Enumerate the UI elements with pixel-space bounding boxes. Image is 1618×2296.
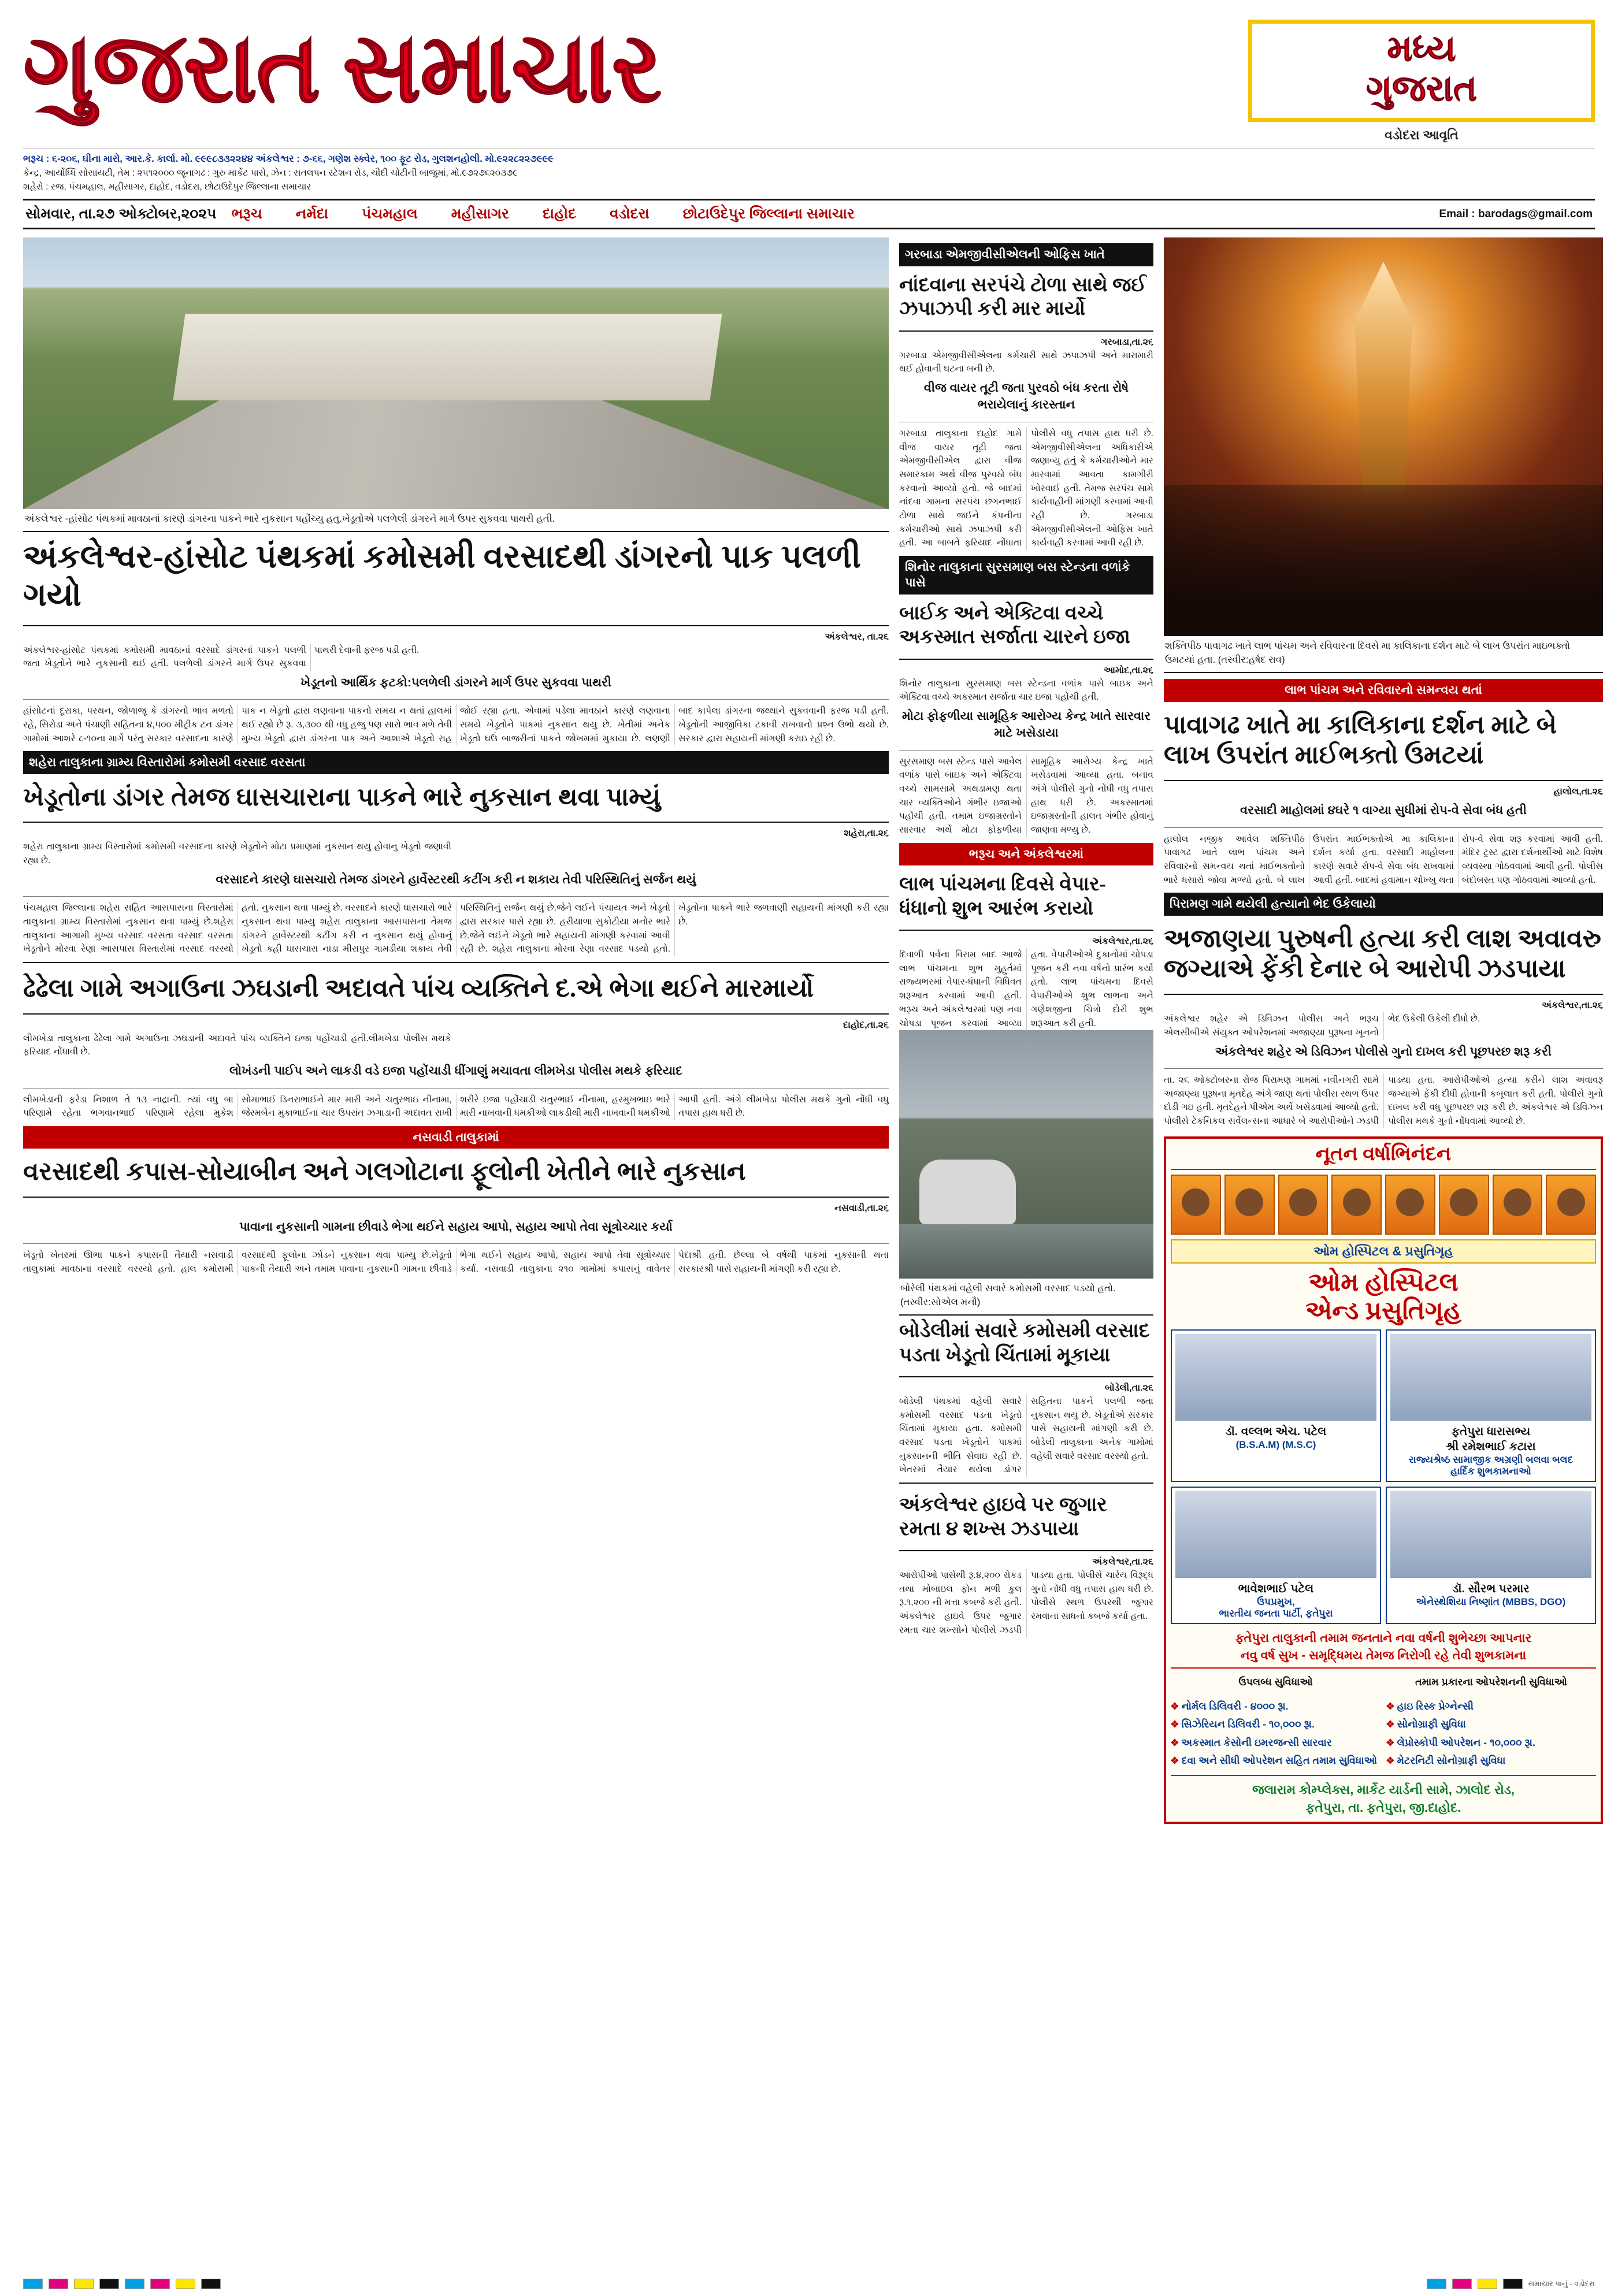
- ad-services-header-right: તમામ પ્રકારના ઓપરેશનની સુવિધાઓ: [1415, 1676, 1567, 1688]
- photo-detail-crowd: [1164, 485, 1603, 636]
- naswadi-dateline: નસવાડી,તા.૨૬: [834, 1203, 889, 1214]
- ad-services-list-left: [1171, 1697, 1381, 1770]
- ad-card-person-2: [1171, 1487, 1381, 1624]
- divider: [23, 822, 889, 823]
- ad-service-item: ❖ હાઇ રિસ્ક પ્રેગ્નેન્સી: [1386, 1697, 1596, 1716]
- divider: [899, 659, 1153, 660]
- ad-service-item: ❖ દવા અને સીધી ઓપરેશન સહિત તમામ સુવિધાઓ: [1171, 1752, 1381, 1770]
- divider: [23, 699, 889, 700]
- divider: [23, 1197, 889, 1198]
- ad-person-grid: [1171, 1329, 1596, 1624]
- dhedhela-headline[interactable]: ઢેઢેલા ગામે અગાઉના ઝઘડાની અદાવતે પાંચ વ્યક્તિને દ.એ ભેગા થઈને મારમાર્યો: [23, 974, 814, 1002]
- column-middle: [899, 237, 1153, 1824]
- district-item[interactable]: વડોદરા: [610, 206, 650, 222]
- masthead-left: [23, 15, 1237, 143]
- ad-service-item: ❖ મેટરનિટી સોનોગ્રાફી સુવિધા: [1386, 1752, 1596, 1770]
- divider: [899, 330, 1153, 332]
- ad-band-text: ઓમ હોસ્પિટલ & પ્રસુતિગૃહ: [1171, 1239, 1596, 1264]
- highway-body: આરોપીઓ પાસેથી રૂ.૪,૨૦૦ રોકડ તથા મોબાઇલ ફોન મળી કુલ રૂ.૧,૨૦૦ ની મત્તા કબજે કરી હતી. અંકલેશ્વર હાઇવે ઉપર જુગાર રમતા ચાર શખ્સોને પોલીસે ઝડપી પાડયા હતા. પોલીસે ચારેય વિરૂદ્ધ ગુનો નોંધી વધુ તપાસ હાથ ધરી છે. પોલીસે સ્થળ ઉપરથી જુગાર રમવાના સાધનો કબજે કર્યા હતા.: [899, 1570, 1153, 1635]
- ad-leader-photos: [1171, 1175, 1596, 1235]
- shinor-headline[interactable]: બાઈક અને એક્ટિવા વચ્ચે અકસ્માત સર્જાતા ચારને ઇજા: [899, 602, 1130, 648]
- shinor-subhead: મોટા ફોફળીયા સામૂહિક આરોગ્ય કેન્દ્ર ખાતે સારવાર માટે ખસેડાયા: [901, 709, 1151, 740]
- temple-photo: [1164, 237, 1603, 636]
- piraman-dateline: અંકલેશ્વર,તા.૨૬: [1542, 1001, 1603, 1011]
- ad-card-doctor-2: [1386, 1487, 1596, 1624]
- color-registration-bar: [23, 2279, 1595, 2289]
- garbada-body: ગરબાડા તાલુકાના દાહોદ ગામે વીજ વાયર તૂટી જતા એમજીવીસીએલ દ્વારા વીજ સમારકામ અર્થે વીજ પુરવઠો બંધ કરવાનો આવ્યો હતો. જે બાદમાં નાંદવા ગામના સરપંચ છગનભાઈ ટોળા સાથે જઈને કંપનીના કર્મચારીઓ સાથે ઝપાઝપી કરી હતી. આ બાબતે ફરિયાદ નોંધાતા પોલીસે વધુ તપાસ હાથ ધરી છે. એમજીવીસીએલના અધિકારીએ જણાવ્યુ હતું કે કર્મચારીઓને માર મારવામાં આવતા કામગીરી ખોરવાઈ હતી. તેમજ સરપંચ સામે કાર્યવાહીની માંગણી કરવામાં આવી રહી છે. ગરબાડા એમજીવીસીએલની ઓફિસ ખાતે કાર્યવાહી કરવામાં આવી રહી છે.: [899, 428, 1153, 548]
- district-item[interactable]: પંચમહાલ: [362, 206, 418, 222]
- leader-portrait: [1331, 1175, 1382, 1235]
- ad-hospital-line-1: ઓમ હોસ્પિટલ: [1308, 1268, 1459, 1296]
- leader-portrait: [1278, 1175, 1328, 1235]
- district-item[interactable]: દાહોદ: [542, 206, 577, 222]
- column-right: [1164, 237, 1603, 1824]
- photo-detail-car: [919, 1160, 1016, 1224]
- divider: [899, 1483, 1153, 1484]
- garbada-kicker: ગરબાડા એમજીવીસીએલની ઓફિસ ખાતે: [899, 243, 1153, 266]
- naswadi-headline[interactable]: વરસાદથી કપાસ-સોયાબીન અને ગલગોટાના ફૂલોની ખેતીને ભારે નુકસાન: [23, 1157, 746, 1186]
- dhedhela-body: લીમખેડાની ફરેડા નિશાળ તે ૧૩ નાદ્રાની. ત્યાં વધુ બા પરિણામે રહેતા ભગવાનભાઈ પરિણામે રહેલા મુકેશ સોમાભાઈ ડિનરાભાઈને માર મારી અને ચતુરભાઇ નીનામા, જેસ્મબેન મુકાભાઈના ચાર ઉપરાંત ઝગાડાની અદાવત રાખી શરીરે ઇજા પહોંચાડી ચતુરભાઈ નીનામા, હરમુખભાઇ ભારે મારી નાખવાની ધમકીઓ લાકડીથી મારી નાખવાની ધમકીઓ આપી હતી. અંગે લીમખેડા પોલીસ મથકે ગુનો નોંધી વધુ તપાસ હાથ ધરી છે.: [23, 1094, 889, 1119]
- divider: [23, 625, 889, 626]
- ad-title: નૂતન વર્ષાભિનંદન: [1171, 1143, 1596, 1170]
- bodeli-headline[interactable]: બોડેલીમાં સવારે કમોસમી વરસાદ પડતા ખેડૂતો ચિંતામાં મૂકાયા: [899, 1320, 1150, 1366]
- color-swatch: [1427, 2279, 1446, 2289]
- piraman-kicker: પિરામણ ગામે થયેલી હત્યાનો ભેદ ઉકેલાયો: [1164, 893, 1603, 915]
- edition-block: [1248, 20, 1595, 143]
- person-name: શ્રી રમેશભાઈ કટારા: [1446, 1440, 1536, 1454]
- divider: [23, 962, 889, 963]
- garbada-headline[interactable]: નાંદવાના સરપંચે ટોળા સાથે જઈ ઝપાઝપી કરી માર માર્યો: [899, 274, 1146, 320]
- doctor-name: ડૉ. સૌરભ પરમાર: [1452, 1582, 1530, 1596]
- divider: [23, 1013, 889, 1015]
- person-role: ઉપપ્રમુખ,: [1257, 1596, 1295, 1608]
- ad-address-line-1: જલારામ કોમ્પ્લેક્સ, માર્કેટ યાર્ડની સામે, ઝાલોદ રોડ,: [1252, 1782, 1515, 1797]
- ad-address-line-2: ફતેપુરા, તા. ફતેપુરા, જી.દાહોદ.: [1305, 1800, 1461, 1815]
- district-item[interactable]: ભરૂચ: [231, 206, 262, 222]
- divider: [899, 1550, 1153, 1551]
- contact-line-2: કેન્દ્ર, આર્યોધ્ધિ સોસાયટી, તેમ : ૨૫૧૨૦૦૦ જૂનાગઢ : ગુરુ માર્કેટ પાસે, ઝેન : સતલપન સ્ટેશન રોડ, ચૌદી ચોટીની બાજુમાં, મો.૯૭૨૭૬૨૦૩૭૯: [23, 168, 518, 179]
- shinor-intro: શિનોર તાલુકાના સુરસમાણ બસ સ્ટેન્ડના વળાંક પાસે બાઇક અને એક્ટિવા વચ્ચે અકસ્માત સર્જાતા ચાર ઇજા પહોંચી હતી.: [899, 678, 1153, 703]
- masthead: [23, 15, 1595, 145]
- dhedhela-subhead: લોખંડની પાઈપ અને લાકડી વડે ઇજા પહોંચાડી ધીંગાણું મચાવતા લીમખેડા પોલીસ મથકે ફરિયાદ: [229, 1064, 682, 1078]
- ad-wish-line-1: ફતેપુરા તાલુકાની તમામ જનતાને નવા વર્ષની શુભેચ્છા આપનાર: [1235, 1632, 1532, 1645]
- pavagadh-subhead: વરસાદી માહોલમાં ૪ઘરે ૧ વાગ્યા સુધીમાં રોપ-વે સેવા બંધ હતી: [1240, 804, 1527, 818]
- gram-headline[interactable]: ખેડૂતોના ડાંગર તેમજ ઘાસચારાના પાકને ભારે નુકસાન થવા પામ્યું: [23, 782, 661, 811]
- ad-service-item: ❖ અકસ્માત કેસોની ઇમરજન્સી સારવાર: [1171, 1734, 1381, 1752]
- leader-portrait: [1385, 1175, 1435, 1235]
- doctor-name: ડૉ. વલ્લભ એચ. પટેલ: [1225, 1425, 1327, 1439]
- photo-detail-spire: [1318, 262, 1449, 493]
- photo-detail-sheet: [173, 314, 722, 400]
- temple-photo-caption: શક્તિપીઠ પાવાગઢ ખાતે લાભ પાંચમ અને રવિવારના દિવસે મા કાલિકાના દર્શન માટે બે લાખ ઉપરાંત માઇભક્તો ઉમટયાં હતા. (તસ્વીર:હર્ષદ રાવ): [1164, 636, 1603, 673]
- piraman-body: તા. ૨૬ ઓક્ટોબરના રોજ પિરામણ ગામમાં નવીનગરી સામે અજાણ્યા પુરૂષના મૃતદેહ અંગે જાણ થતાં પોલીસ સ્થળ ઉપર દોડી ગઇ હતી. મૃતદેહને પીએમ અર્થે ખસેડવામાં આવ્યો હતો. પોલીસે ટેકનિકલ સર્વેલન્સના આધારે બે આરોપીઓને ઝડપી પાડયા હતા. આરોપીઓએ હત્યા કરીને લાશ અવાવરૂ જગ્યાએ ફેંકી દીધી હોવાની કબૂલાત કરી હતી. પોલીસે ગુનો દાખલ કરી વધુ પૂછપરછ શરૂ કરી છે. અંકલેશ્વર એ ડિવિઝન પોલીસ મથકે ગુનો નોંધવામાં આવ્યો છે.: [1164, 1075, 1603, 1127]
- doctor-degree: એનેસ્થેશિયા નિષ્ણાંત (MBBS, DGO): [1416, 1596, 1566, 1608]
- person-photo: [1390, 1334, 1591, 1421]
- color-swatch: [1503, 2279, 1523, 2289]
- divider: [899, 930, 1153, 931]
- person-name: ભાવેશભાઈ પટેલ: [1238, 1582, 1314, 1596]
- bodeli-dateline: બોડેલી,તા.૨૬: [1104, 1383, 1153, 1393]
- naswadi-body: ખેડૂતો ખેતરમાં ઊભા પાકને કપાસની તૈયારી નસવાડી તાલુકામાં માવઠાના વરસાદે વરસ્યો હતો. હાલ કમોસમી વરસાદથી ફૂલોના ઝોડને નુકસાન થવા પામ્યુ છે.ખેડૂતો પાકની તૈયારી અને તમામ પાવાના નુકસાની ગામના છીવાડે ભેગા થઈને સહાય આપો, સહાય આપો તેવા સૂત્રોચ્ચાર કર્યા. નસવાડી તાલુકાના ૨૧૦ ગામોમાં કપાસનું વાવેતર પેદાશ્રી હતી. છેલ્લા બે વર્ષથી પાકમાં નુકસાની થતા સરકારશ્રી પાસે સહાયની માંગણી કરી રહ્યા છે.: [23, 1250, 889, 1275]
- lead-headline[interactable]: અંકલેશ્વર-હાંસોટ પંથકમાં કમોસમી વરસાદથી ડાંગરનો પાક પલળી ગયો: [23, 539, 861, 614]
- gram-body: પંચમહાલ જિલ્લાના શહેરા સહિત આસપાસના વિસ્તારોમાં તાલુકાના ગ્રામ્ય વિસ્તારોમાં નુકસાન થવા પામ્યું છે.શહેરા તાલુકાના આગામી મુખ્ય વરસાદ વરસતા વરસાદ વરસતા ખેડૂતોને મોરવા રેણા આસપાસ વિસ્તારોમાં વરસાદ વરસ્યો હતો. નુકસાન થવા પામ્યું છે. વરસાદને કારણે ઘાસચારો ભારે નુકસાન થવા પામ્યુ શહેરા તાલુકાના આસપાસના તેમજ ડાંગરને હાર્વેસ્ટરથી કટીંગ કરી ન નુકસાન થયું હોવાનું ખેડૂતો કહી ઘાસચારા નાડા મીરાપુર ગામડીયા શકાય તેવી પરિસ્થિતિનું સર્જન થયું છે.જેને લઈને પંચાયત અને ખેડૂતો દ્વારા સરકાર પાસે રહ્યા છે. હરીયાળા સુકોટીયા મનોર ભારે છે.જેને લઈને ખેડૂતો ભારે સહાયની માંગણી કરવામાં આવી રહી છે. શહેરા તાલુકાના મોરવા રેણા વરસાદ પડયો હતો. ખેડૂતોના પાકને ભારે જળવાણી સહાયની માંગણી કરી રહ્યા છે.: [23, 903, 889, 954]
- page-credit: સમાચાર પાનું - વડોદરા: [1528, 2279, 1595, 2288]
- labh-body: દિવાળી પર્વના વિરામ બાદ આજે લાભ પાંચમના શુભ મુહુર્તમાં રાજ્યભરમાં વેપાર-ધંધાની વિધિવત શરૂઆત કરવામાં આવી હતી. ભરૂચ અને અંકલેશ્વરમાં પણ નવા ચોપડા પૂજન કરવામાં આવ્યા હતા. વેપારીઓએ દુકાનોમાં ચોપડા પૂજન કરી નવા વર્ષનો પ્રારંભ કર્યો હતો. લાભ પાંચમના દિવસે વેપારીઓએ શુભ લાભના અને ગણેશજીના ચિત્રો દોરી શુભ શરૂઆત કરી હતી.: [899, 950, 1153, 1028]
- contact-email[interactable]: Email : barodags@gmail.com: [1439, 207, 1593, 220]
- rain-photo: [899, 1030, 1153, 1279]
- ad-card-doctor-1: [1171, 1329, 1381, 1482]
- shinor-dateline: આમોદ,તા.૨૬: [1103, 665, 1153, 675]
- person-party: ભારતીય જનતા પાર્ટી, ફતેપુરા: [1219, 1608, 1333, 1619]
- doctor-degree: (B.S.A.M) (M.S.C): [1235, 1439, 1316, 1451]
- shinor-kicker: શિનોર તાલુકાના સુરસમાણ બસ સ્ટેન્ડના વળાંકે પાસે: [899, 556, 1153, 595]
- content-grid: [23, 237, 1603, 1824]
- naswadi-subhead: પાવાના નુકસાની ગામના છીવાડે ભેગા થઈને સહાય આપો, સહાય આપો તેવા સૂત્રોચ્ચાર કર્યા: [239, 1220, 673, 1234]
- person-role: ફતેપુરા ધારાસભ્ય: [1451, 1425, 1531, 1439]
- color-swatch: [176, 2279, 195, 2289]
- highway-headline[interactable]: અંકલેશ્વર હાઇવે પર જુગાર રમતા ૪ શખ્સ ઝડપાયા: [899, 1494, 1107, 1540]
- leader-portrait: [1493, 1175, 1543, 1235]
- ad-wish-line-2: નવુ વર્ષ સુખ - સમૃદ્ધિમય તેમજ નિરોગી રહે તેવી શુભકામના: [1240, 1648, 1527, 1662]
- garbada-dateline: ગરબાડા,તા.૨૬: [1100, 337, 1153, 347]
- gram-intro: શહેરા તાલુકાના ગ્રામ્ય વિસ્તારોમાં કમોસમી વરસાદના કારણે ખેડૂતોને મોટા પ્રમાણમાં નુકસાન થયુ હોવાનુ ખેડૂતો જણાવી રહ્યા છે.: [23, 842, 451, 866]
- column-left: [23, 237, 889, 1824]
- divider: [23, 896, 889, 897]
- edition-subtitle: વડોદરા આવૃતિ: [1385, 127, 1459, 142]
- bodeli-body: બોડેલી પંથકમાં વહેલી સવારે કમોસમી વરસાદ પડતા ખેડૂતો ચિંતામાં મુકાયા હતા. કમોસમી વરસાદ પડતા ખેડૂતોને પાકમાં નુકસાનની ભીતિ સેવાઇ રહી છે. ખેતરમાં તૈયાર થયેલા ડાંગર સહિતના પાકને પલળી જતા નુકસાન થયુ છે. ખેડૂતોએ સરકાર પાસે સહાયની માંગણી કરી છે. બોડેલી તાલુકાના અનેક ગામોમાં વહેલી સવારે વરસાદ વરસ્યો હતો.: [899, 1396, 1153, 1475]
- publication-date: સોમવાર, તા.૨૭ ઓક્ટોબર,૨૦૨૫: [25, 206, 217, 222]
- color-swatch: [74, 2279, 94, 2289]
- color-swatch: [125, 2279, 144, 2289]
- pavagadh-dateline: હાલોલ,તા.૨૬: [1553, 787, 1603, 797]
- ad-wish: [1171, 1630, 1596, 1664]
- edition-box: [1248, 20, 1595, 122]
- garbada-intro: ગરબાડા એમજીવીસીએલના કર્મચારી સાથે ઝપાઝપી અને મારામારી થઈ હોવાની ઘટના બની છે.: [899, 350, 1153, 374]
- leader-portrait: [1171, 1175, 1221, 1235]
- edition-line-2: ગુજરાત: [1365, 69, 1478, 109]
- labh-headline[interactable]: લાભ પાંચમના દિવસે વેપાર-ધંધાનો શુભ આરંભ કરાયો: [899, 874, 1106, 919]
- date-district-strip: [23, 199, 1595, 229]
- ad-service-item: ❖ સિઝેરિયન ડિલિવરી - ૧૦,૦૦૦ રૂા.: [1171, 1715, 1381, 1734]
- rain-photo-caption: બોરેલી પંથકમાં વહેલી સવારે કમોસમી વરસાદ પડયો હતો. (તસ્વીર:સોએલ મનૌ): [899, 1279, 1153, 1316]
- district-list: [231, 206, 1439, 222]
- color-swatch: [1452, 2279, 1472, 2289]
- leader-portrait: [1546, 1175, 1596, 1235]
- photo-detail-wet-road: [899, 1224, 1153, 1279]
- pavagadh-body: હાલોલ નજીક આવેલ શક્તિપીઠ પાવાગઢ ખાતે લાભ પાંચમ અને રવિવારનો સમન્વય થતાં માઈભક્તોનો ભારે ધસારો જોવા મળ્યો હતો. બે લાખ ઉપરાંત માઈભક્તોએ મા કાલિકાના દર્શન કર્યા હતા. વરસાદી માહોલના કારણે સવારે રોપ-વે સેવા બંધ રાખવામાં આવી હતી. બાદમાં હવામાન ચોખ્ખુ થતા રોપ-વે સેવા શરૂ કરવામાં આવી હતી. મંદિર ટ્રસ્ટ દ્વારા દર્શનાર્થીઓ માટે વિશેષ વ્યવસ્થા ગોઠવવામાં આવી હતી. પોલીસ બંદોબસ્ત પણ ગોઠવવામાં આવ્યો હતો.: [1164, 834, 1603, 885]
- lead-photo-road: [23, 237, 889, 509]
- divider: [899, 750, 1153, 751]
- labh-dateline: અંકલેશ્વર,તા.૨૬: [1092, 937, 1153, 947]
- divider: [1164, 780, 1603, 781]
- district-item[interactable]: નર્મદા: [295, 206, 329, 222]
- newspaper-title: ગુજરાત સમાચાર: [23, 15, 661, 122]
- ad-hospital-name: [1171, 1268, 1596, 1325]
- shinor-body: સુરસમાણ બસ સ્ટેન્ડ પાસે આવેલ વળાંક પાસે બાઇક અને એક્ટિવા વચ્ચે સામસામે અથડામણ થતા ચાર વ્યક્તિઓને ગંભીર ઇજાઓ પહોંચી હતી. તમામ ઇજાગ્રસ્તોને સારવાર અર્થે મોટા ફોફળીયા સામૂહિક આરોગ્ય કેન્દ્ર ખાતે ખસેડવામાં આવ્યા હતા. બનાવ અંગે પોલીસે ગુનો નોંધી વધુ તપાસ હાથ ધરી છે. અકસ્માતમાં ઇજાગ્રસ્તોની હાલત ગંભીર હોવાનું જાણવા મળ્યુ છે.: [899, 756, 1153, 835]
- divider: [23, 1243, 889, 1244]
- lead-body: હાંસોટનાં દૂરાકા, પરથન, જોળાજૂ કે ડાંગરનો ભાવ મળતો રહે, સિરોડા અને પંચાણી સહિતના ૪,૫૦૦ મીટ્રીક ટન ડાંગર ગામોમાં આશરે ૮-૧૦ના માર્ગે પરંતુ સરકાર વરસાદના કારણે પાક ન ખેડૂતો દ્વારા લણવાના પાકનો સમય ન થતાં હાલમાં થઈ રહ્યો છે રૂ. ૩,૩૦૦ થી વધુ હજુ પણ સારો ભાવ મળે તેવી મુખ્ય ખેડૂતો દ્વારા ડાંગરના પાક અને આશાએ ખેડૂતો રાહ જોઈ રહ્યા હતા. એવામાં પડેલા માવઠાને કારણે લણવાના સમયે ખેડૂતોને પાકમાં નુકસાન થયુ છે. ખેતીમાં અનેક ખેડૂતો ઘઉં બાજરીનાં પાકને જોખમમાં મુકાયા છે. લણણી બાદ કાપેલા ડાંગરના જથ્થાને સુકવવાની ફરજ પડી હતી. ખેડૂતોની આજીવિકા ટકાવી રાખવાનો પ્રશ્ન ઉભો થયો છે. સરકાર દ્વારા સહાયની માંગણી કરાઇ રહી છે.: [23, 706, 889, 744]
- divider: [1164, 827, 1603, 828]
- gram-kicker: શહેરા તાલુકાના ગ્રામ્ય વિસ્તારોમાં કમોસમી વરસાદ વરસતા: [23, 751, 889, 774]
- dhedhela-dateline: દાહોદ,તા.૨૬: [843, 1020, 889, 1030]
- highway-dateline: અંકલેશ્વર,તા.૨૬: [1092, 1557, 1153, 1567]
- labh-kicker: ભરૂચ અને અંકલેશ્વરમાં: [899, 843, 1153, 865]
- ad-services: [1171, 1667, 1596, 1770]
- contact-bar: [23, 148, 1595, 195]
- color-swatch: [1478, 2279, 1497, 2289]
- color-swatch: [201, 2279, 221, 2289]
- person-greeting: હાર્દિક શુભકામનાઓ: [1450, 1466, 1531, 1477]
- leader-portrait: [1224, 1175, 1275, 1235]
- naswadi-kicker: નસવાડી તાલુકામાં: [23, 1126, 889, 1149]
- person-title: રાજ્યશ્રેષ્ઠ સામાજીક અગ્રણી બલવા બલદ: [1408, 1454, 1574, 1466]
- district-item[interactable]: મહીસાગર: [451, 206, 509, 222]
- pavagadh-kicker: લાભ પાંચમ અને રવિવારનો સમન્વય થતાં: [1164, 679, 1603, 701]
- gram-dateline: શહેરા,તા.૨૬: [844, 829, 889, 839]
- piraman-subhead: અંકલેશ્વર શહેર એ ડિવિઝન પોલીસે ગુનો દાખલ કરી પૂછપરછ શરૂ કરી: [1215, 1045, 1552, 1058]
- contact-line-3: શહેરો : રજ, પંચમહાલ, મહીસાગર, દાહોદ, વડોદરા, છોટાઉદેપુર જિલ્લાના સમાચાર: [23, 182, 311, 192]
- ad-services-list-right: [1386, 1697, 1596, 1770]
- lead-subhead: ખેડૂતનો આર્થિક ફટકો:પલળેલી ડાંગરને માર્ગ ઉપર સુકવવા પાથરી: [300, 675, 611, 689]
- advertisement[interactable]: [1164, 1136, 1603, 1825]
- divider: [899, 1376, 1153, 1377]
- ad-service-item: ❖ લેપ્રોસ્કોપી ઓપરેશન - ૧૦,૦૦૦ રૂા.: [1386, 1734, 1596, 1752]
- doctor-photo: [1390, 1491, 1591, 1578]
- leader-portrait: [1439, 1175, 1489, 1235]
- color-swatch: [150, 2279, 170, 2289]
- ad-service-item: ❖ સોનોગ્રાફી સુવિધા: [1386, 1715, 1596, 1734]
- dhedhela-intro: લીમખેડા તાલુકાના ઢેઢેલા ગામે અગાઉના ઝઘડાની અદાવતે પાંચ વ્યક્તિને ઇજા પહોંચાડી હતી.લીમખેડા પોલીસ મથકે ફરિયાદ નોંધાવી છે.: [23, 1033, 451, 1057]
- color-swatch: [49, 2279, 68, 2289]
- piraman-intro: અંકલેશ્વર શહેર એ ડિવિઝન પોલીસ અને ભરૂચ એલસીબીએ સંયુક્ત ઓપરેશનમાં અજાણ્યા પુરૂષના ખૂનનો ભેદ ઉકેલી ઉકેલી દીધો છે.: [1164, 1014, 1480, 1038]
- ad-card-person-1: [1386, 1329, 1596, 1482]
- lead-photo-caption: અંકલેશ્વર -હાંસોટ પંથકમાં માવઠાનાં કારણે ડાંગરના પાકને ભારે નુકસાન પહોંચ્યુ હતુ.ખેડૂતોએ પલળેલી ડાંગરને માર્ગ ઉપર સુકવવા પાથરી હતી.: [23, 509, 889, 532]
- color-swatch: [23, 2279, 43, 2289]
- pavagadh-headline[interactable]: પાવાગઢ ખાતે મા કાલિકાના દર્શન માટે બે લાખ ઉપરાંત માઈભક્તો ઉમટયાં: [1164, 710, 1557, 770]
- garbada-subhead: વીજ વાયર તૂટી જતા પુરવઠો બંધ કરતા રોષે ભરાયેલાનું કારસ્તાન: [923, 381, 1129, 412]
- edition-line-1: મધ્ય: [1387, 29, 1456, 69]
- ad-service-item: ❖ નોર્મલ ડિલિવરી - ૪૦૦૦ રૂા.: [1171, 1697, 1381, 1716]
- logo-wrap: [23, 15, 1237, 122]
- gram-subhead: વરસાદને કારણે ઘાસચારો તેમજ ડાંગરને હાર્વેસ્ટરથી કટીંગ કરી ન શકાય તેવી પરિસ્થિતિનું સર્જન થયું: [216, 872, 696, 886]
- doctor-photo: [1175, 1334, 1376, 1421]
- divider: [1164, 1068, 1603, 1069]
- divider: [1164, 994, 1603, 995]
- ad-services-header-left: ઉપલબ્ધ સુવિધાઓ: [1238, 1676, 1313, 1688]
- district-item[interactable]: છોટાઉદેપુર જિલ્લાના સમાચાર: [682, 206, 855, 222]
- contact-line-1: ભરૂચ : ૬-૨૦૬, ઘીના મારો, આર.કે. કાર્લા. મો. ૯૯૯૮૩૩૨૨૪૪ અંકલેશ્વર : ૭-૬૬, ગણેશ સ્ક્વેર, ૧૦૦ ફૂટ રોડ, ગુલશનહોલી. મો.૯૨૨૮૨૨૭૯૯૯: [23, 153, 554, 164]
- ad-hospital-line-2: એન્ડ પ્રસુતિગૃહ: [1305, 1296, 1462, 1325]
- lead-intro: અંકલેશ્વર-હાંસોટ પંથકમાં કમોસમી માવઠાનાં વરસાદે ડાંગરનાં પાકને પલળી જતા ખેડૂતોને ભારે નુકસાની થઈ હતી. પલળેલી ડાંગરને માર્ગ ઉપર સુકવવા પાથરી દેવાની ફરજ પડી હતી.: [23, 645, 420, 669]
- piraman-headline[interactable]: અજાણયા પુરુષની હત્યા કરી લાશ અવાવરુ જગ્યાએ ફેંકી દેનાર બે આરોપી ઝડપાયા: [1164, 924, 1601, 983]
- person-photo: [1175, 1491, 1376, 1578]
- ad-address: [1171, 1775, 1596, 1818]
- color-swatch: [99, 2279, 119, 2289]
- lead-dateline: અંકલેશ્વર, તા.૨૬: [825, 631, 889, 642]
